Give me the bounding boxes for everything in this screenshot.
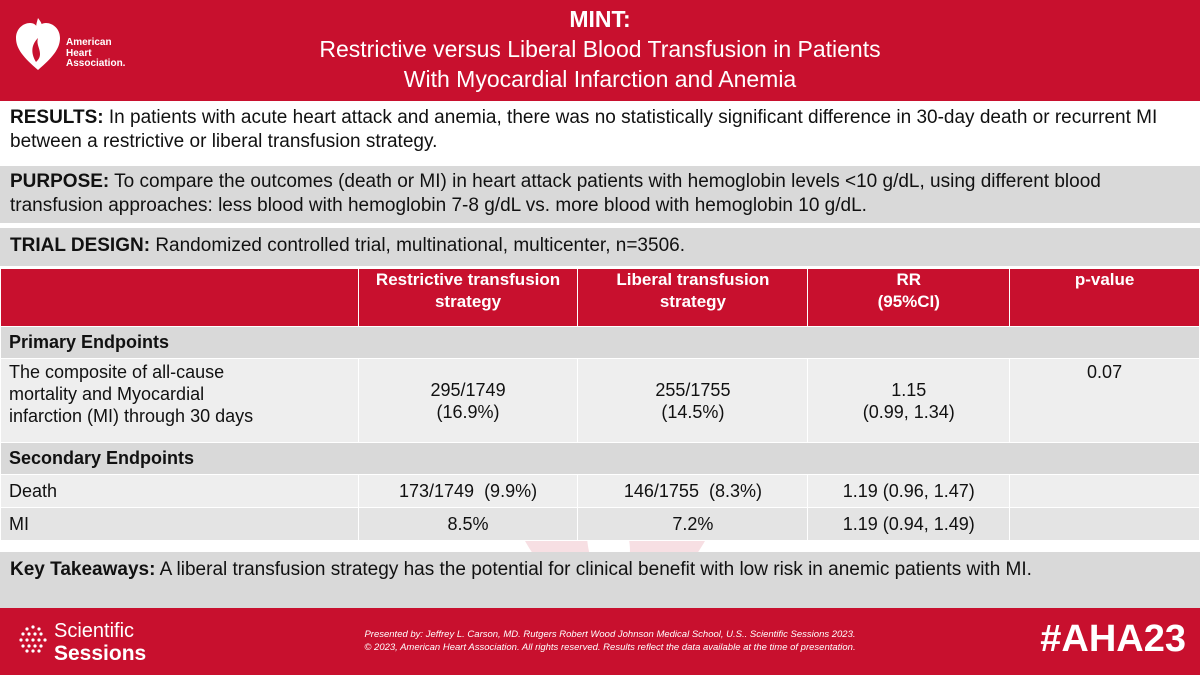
hashtag: #AHA23 — [1040, 618, 1186, 660]
section-row-primary — [1, 327, 1200, 359]
trial-design-block — [0, 228, 1200, 266]
title-line-2: Restrictive versus Liberal Blood Transfusion in Patients — [319, 36, 881, 62]
heart-torch-icon — [14, 16, 62, 72]
title-line-3: With Myocardial Infarction and Anemia — [403, 66, 797, 92]
globe-dots-icon — [18, 624, 48, 654]
footer-banner — [0, 608, 1200, 675]
trial-design-text: Randomized controlled trial, multinational, multicenter, n=3506. — [150, 235, 685, 256]
mi-restrictive-cell: 8.5% — [358, 508, 578, 541]
primary-endpoints-label: Primary Endpoints — [1, 327, 1200, 359]
presenter-credits — [310, 628, 910, 654]
key-takeaways-block — [0, 552, 1200, 608]
trial-design-label: TRIAL DESIGN: — [10, 235, 151, 256]
slide-title — [200, 4, 1000, 94]
mi-liberal-cell: 7.2% — [578, 508, 808, 541]
aha-wordmark: American Heart Association. — [66, 37, 126, 69]
scientific-sessions-logo — [18, 618, 178, 668]
primary-rr-cell: 1.15 (0.99, 1.34) — [808, 359, 1010, 443]
header-banner — [0, 0, 1200, 101]
table-row — [1, 475, 1200, 508]
key-takeaways-label: Key Takeaways: — [10, 559, 156, 580]
primary-liberal-cell: 255/1755 (14.5%) — [578, 359, 808, 443]
death-liberal-cell: 146/1755 (8.3%) — [578, 475, 808, 508]
purpose-text: To compare the outcomes (death or MI) in heart attack patients with hemoglobin levels <10 g/dL, using different blood transfusion approaches: less blood with hemoglobin 7-8 g/dL vs. more blood with hemoglobin 10 g/dL. — [10, 171, 1101, 216]
results-block — [0, 101, 1200, 158]
death-rr-cell: 1.19 (0.96, 1.47) — [808, 475, 1010, 508]
table-header-row — [1, 269, 1200, 327]
mi-p-cell — [1010, 508, 1200, 541]
header-rr: RR (95%CI) — [808, 269, 1010, 327]
secondary-endpoints-label: Secondary Endpoints — [1, 443, 1200, 475]
mi-endpoint-cell: MI — [1, 508, 359, 541]
header-p-value: p-value — [1010, 269, 1200, 327]
ss-text-line1: Scientific — [54, 620, 135, 642]
aha-logo — [14, 16, 134, 72]
primary-restrictive-cell: 295/1749 (16.9%) — [358, 359, 578, 443]
credit-line-1: Presented by: Jeffrey L. Carson, MD. Rutgers Robert Wood Johnson Medical School, U.S.. Scientific Sessions 2023. — [364, 629, 856, 640]
death-p-cell — [1010, 475, 1200, 508]
ss-text-line2: Sessions — [54, 642, 147, 665]
key-takeaways-text: A liberal transfusion strategy has the potential for clinical benefit with low risk in anemic patients with MI. — [155, 559, 1032, 580]
mi-rr-cell: 1.19 (0.94, 1.49) — [808, 508, 1010, 541]
header-endpoint — [1, 269, 359, 327]
table-row — [1, 359, 1200, 443]
results-label: RESULTS: — [10, 107, 104, 128]
table-row — [1, 508, 1200, 541]
credit-line-2: © 2023, American Heart Association. All rights reserved. Results reflect the data available at the time of presentation. — [364, 642, 856, 653]
header-liberal: Liberal transfusion strategy — [578, 269, 808, 327]
section-row-secondary — [1, 443, 1200, 475]
purpose-block — [0, 166, 1200, 223]
purpose-label: PURPOSE: — [10, 171, 110, 192]
primary-p-cell: 0.07 — [1010, 359, 1200, 443]
title-line-1: MINT: — [569, 6, 631, 32]
header-restrictive: Restrictive transfusion strategy — [358, 269, 578, 327]
death-restrictive-cell: 173/1749 (9.9%) — [358, 475, 578, 508]
primary-endpoint-cell: The composite of all-cause mortality and Myocardial infarction (MI) through 30 days — [1, 359, 359, 443]
death-endpoint-cell: Death — [1, 475, 359, 508]
results-text: In patients with acute heart attack and anemia, there was no statistically significant difference in 30-day death or recurrent MI between a restrictive or liberal transfusion strategy. — [10, 107, 1158, 152]
results-table — [0, 268, 1200, 541]
